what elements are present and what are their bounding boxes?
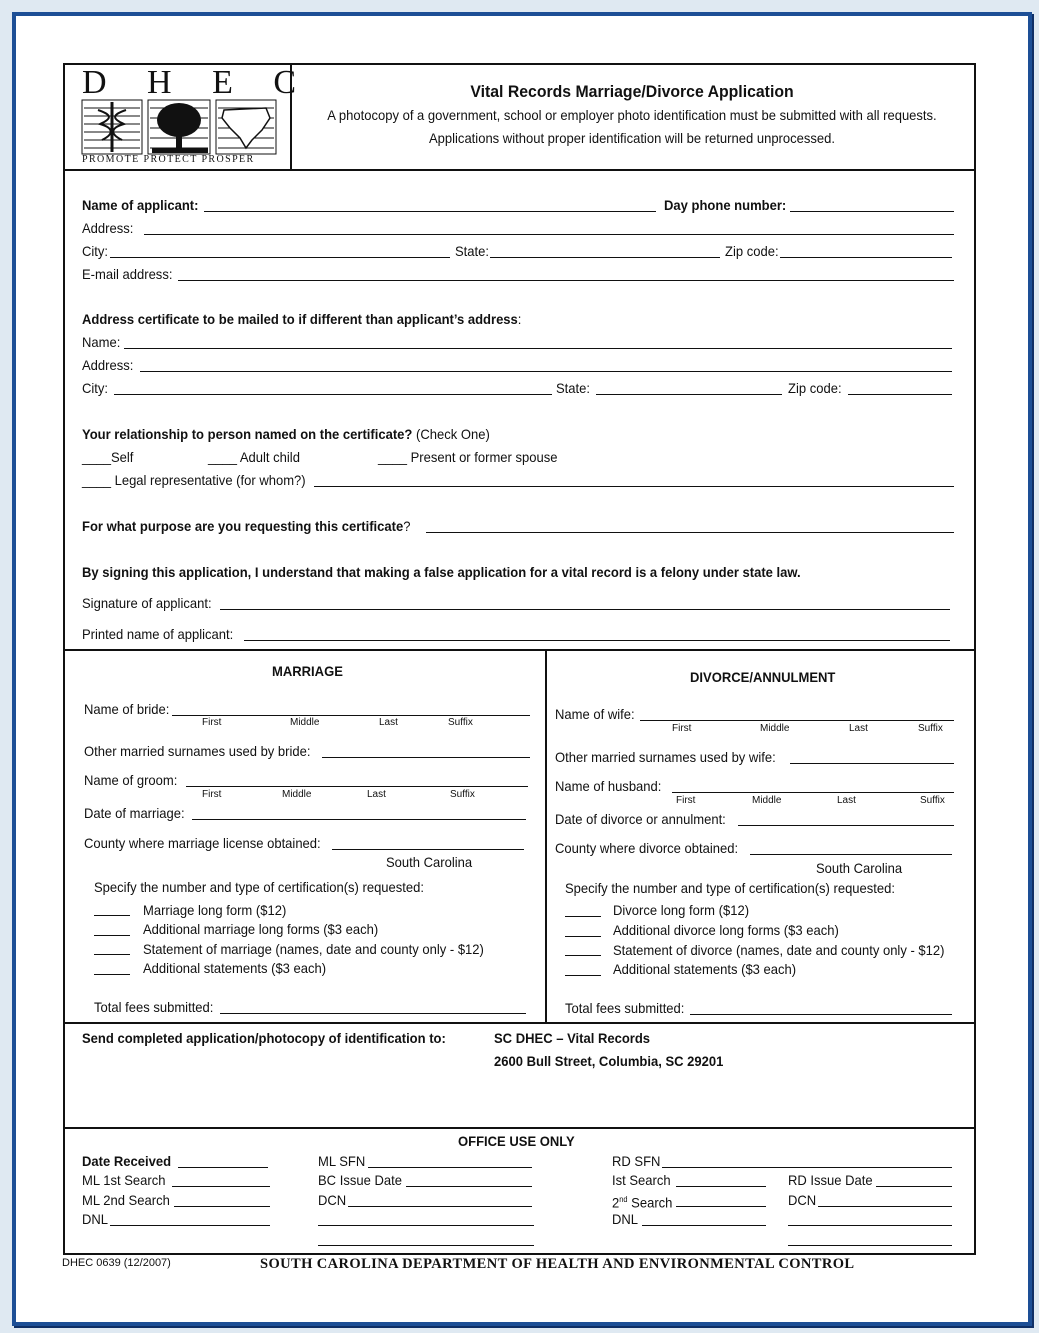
mailing-heading-text: Address certificate to be mailed to if different than applicant’s address [82, 311, 518, 327]
office-blank-3[interactable] [788, 1225, 952, 1226]
husband-last: Last [837, 795, 856, 806]
divorce-opt-2-blank[interactable] [565, 936, 601, 937]
form-id: DHEC 0639 (12/2007) [62, 1257, 171, 1269]
signature-field[interactable] [220, 609, 950, 610]
bride-label: Name of bride: [84, 701, 170, 717]
wife-label: Name of wife: [555, 706, 635, 722]
groom-name-field[interactable] [186, 786, 528, 787]
divorce-date-label: Date of divorce or annulment: [555, 811, 726, 827]
header-notice-2: Applications without proper identification will be returned unprocessed. [428, 130, 836, 146]
printed-name-label: Printed name of applicant: [82, 626, 234, 642]
groom-label: Name of groom: [84, 772, 178, 788]
divorce-state-name: South Carolina [816, 860, 903, 876]
husband-first: First [676, 795, 696, 806]
signature-label: Signature of applicant: [82, 595, 212, 611]
applicant-address-field[interactable] [144, 234, 954, 235]
divorce-date-field[interactable] [738, 825, 954, 826]
husband-name-field[interactable] [672, 792, 954, 793]
mailing-heading-colon: : [517, 311, 522, 327]
divorce-opt-4-blank[interactable] [565, 975, 601, 976]
marriage-opt-3: Statement of marriage (names, date and county only - $12) [143, 941, 484, 957]
wife-last: Last [849, 723, 868, 734]
mailing-heading [82, 311, 521, 327]
wife-surnames-field[interactable] [790, 763, 954, 764]
groom-last: Last [367, 789, 386, 800]
marriage-opt-1-blank[interactable] [94, 915, 130, 916]
mailing-zip-label: Zip code: [788, 380, 842, 396]
applicant-address-label: Address: [82, 220, 134, 236]
relationship-check-one: (Check One) [416, 426, 490, 442]
mailing-zip-field[interactable] [848, 394, 952, 395]
header-notice-1: A photocopy of a government, school or employer photo identification must be submitted with all requests. [327, 107, 937, 123]
form-border [63, 63, 976, 1255]
applicant-zip-label: Zip code: [725, 243, 779, 259]
office-rd-sfn: RD SFN [612, 1153, 661, 1169]
marriage-opt-3-blank[interactable] [94, 954, 130, 955]
send-label: Send completed application/photocopy of identification to: [82, 1030, 446, 1046]
office-2nd-search-field[interactable] [676, 1206, 766, 1207]
felony-statement: By signing this application, I understand that making a false application for a vital record is a felony under state law. [82, 564, 801, 580]
office-blank-4[interactable] [788, 1245, 952, 1246]
divorce-opt-1: Divorce long form ($12) [613, 902, 750, 918]
relationship-question-text: Your relationship to person named on the certificate? [82, 426, 413, 442]
agency-name: SOUTH CAROLINA DEPARTMENT OF HEALTH AND ENVIRONMENTAL CONTROL [260, 1256, 855, 1272]
marriage-heading: MARRIAGE [272, 663, 343, 679]
groom-suffix: Suffix [450, 789, 475, 800]
bride-name-field[interactable] [172, 715, 530, 716]
relationship-legal[interactable]: ____ Legal representative (for whom?) [82, 472, 306, 488]
office-bc-issue-date: BC Issue Date [318, 1172, 402, 1188]
marriage-opt-2: Additional marriage long forms ($3 each) [143, 921, 379, 937]
printed-name-field[interactable] [244, 640, 950, 641]
office-ml-1st-search-field[interactable] [172, 1186, 270, 1187]
divorce-opt-3: Statement of divorce (names, date and county only - $12) [613, 942, 945, 958]
office-dcn-2-field[interactable] [818, 1206, 952, 1207]
divorce-county-label: County where divorce obtained: [555, 840, 739, 856]
applicant-city-label: City: [82, 243, 109, 259]
marriage-opt-4-blank[interactable] [94, 974, 130, 975]
divorce-total-field[interactable] [690, 1014, 952, 1015]
office-ml-1st-search: ML 1st Search [82, 1172, 166, 1188]
office-2nd-num: 2 [612, 1194, 620, 1211]
divorce-opt-4: Additional statements ($3 each) [613, 961, 797, 977]
wife-suffix: Suffix [918, 723, 943, 734]
mailing-state-label: State: [556, 380, 591, 396]
office-dnl-2-field[interactable] [642, 1225, 766, 1226]
marriage-specify: Specify the number and type of certification(s) requested: [94, 879, 425, 895]
office-heading: OFFICE USE ONLY [458, 1133, 575, 1149]
form-header [292, 80, 972, 150]
marriage-county-label: County where marriage license obtained: [84, 835, 321, 851]
relationship-self[interactable]: ____Self [82, 449, 134, 465]
applicant-city-field[interactable] [110, 257, 450, 258]
marriage-opt-1: Marriage long form ($12) [143, 902, 287, 918]
office-2nd-text: Search [627, 1194, 673, 1211]
mailing-address-field[interactable] [140, 371, 952, 372]
mailing-city-field[interactable] [114, 394, 552, 395]
page-title: Vital Records Marriage/Divorce Application [470, 82, 794, 101]
logo-emblems [80, 68, 280, 166]
purpose-field[interactable] [426, 532, 954, 533]
bride-last: Last [379, 717, 398, 728]
wife-surnames-label: Other married surnames used by wife: [555, 749, 776, 765]
office-rd-sfn-field[interactable] [662, 1167, 952, 1168]
office-2nd-search [612, 1192, 672, 1211]
office-rd-issue-date-field[interactable] [876, 1186, 952, 1187]
purpose-question-mark: ? [403, 518, 411, 534]
wife-middle: Middle [760, 723, 790, 734]
husband-suffix: Suffix [920, 795, 945, 806]
bride-middle: Middle [290, 717, 320, 728]
mailing-state-field[interactable] [596, 394, 782, 395]
divorce-opt-1-blank[interactable] [565, 916, 601, 917]
divorce-heading: DIVORCE/ANNULMENT [690, 669, 836, 685]
day-phone-field[interactable] [790, 211, 954, 212]
divorce-opt-2: Additional divorce long forms ($3 each) [613, 922, 839, 938]
split-bottom-rule [65, 1022, 974, 1024]
office-ml-2nd-search: ML 2nd Search [82, 1192, 170, 1208]
applicant-state-field[interactable] [490, 257, 720, 258]
applicant-email-label: E-mail address: [82, 266, 173, 282]
marriage-total-field[interactable] [220, 1013, 526, 1014]
header-bottom-rule [65, 169, 974, 171]
send-address-2: 2600 Bull Street, Columbia, SC 29201 [494, 1053, 724, 1069]
purpose-question-text: For what purpose are you requesting this certificate [82, 518, 404, 534]
office-top-rule [65, 1127, 974, 1129]
applicant-name-label: Name of applicant: [82, 197, 199, 213]
office-ml-sfn: ML SFN [318, 1153, 366, 1169]
office-blank-1[interactable] [318, 1225, 534, 1226]
split-top-rule [65, 649, 974, 651]
relationship-question [82, 426, 490, 442]
office-date-received: Date Received [82, 1153, 172, 1169]
office-ist-search: Ist Search [612, 1172, 671, 1188]
bride-surnames-field[interactable] [322, 757, 530, 758]
divorce-total-label: Total fees submitted: [565, 1000, 685, 1016]
mailing-city-label: City: [82, 380, 109, 396]
mailing-name-field[interactable] [124, 348, 952, 349]
purpose-question [82, 518, 410, 534]
office-dcn-2: DCN [788, 1192, 817, 1208]
mailing-name-label: Name: [82, 334, 121, 350]
applicant-name-field[interactable] [204, 211, 656, 212]
applicant-email-field[interactable] [178, 280, 954, 281]
marriage-date-label: Date of marriage: [84, 805, 185, 821]
wife-first: First [672, 723, 692, 734]
day-phone-label: Day phone number: [664, 197, 787, 213]
applicant-state-label: State: [455, 243, 490, 259]
office-dnl-1-field[interactable] [110, 1225, 270, 1226]
marriage-date-field[interactable] [192, 819, 526, 820]
groom-first: First [202, 789, 222, 800]
bride-suffix: Suffix [448, 717, 473, 728]
husband-middle: Middle [752, 795, 782, 806]
office-ml-sfn-field[interactable] [368, 1167, 532, 1168]
office-blank-2[interactable] [318, 1245, 534, 1246]
mailing-address-label: Address: [82, 357, 134, 373]
logo-tagline: PROMOTE PROTECT PROSPER [82, 154, 255, 165]
divorce-specify: Specify the number and type of certification(s) requested: [565, 880, 896, 896]
office-dcn-1-field[interactable] [348, 1206, 532, 1207]
groom-middle: Middle [282, 789, 312, 800]
dhec-logo [80, 64, 313, 166]
office-dcn-1: DCN [318, 1192, 347, 1208]
office-date-received-field[interactable] [178, 1167, 268, 1168]
office-ml-2nd-search-field[interactable] [174, 1206, 270, 1207]
marriage-state-name: South Carolina [386, 854, 473, 870]
office-2nd-sup: nd [619, 1195, 628, 1204]
marriage-county-field[interactable] [332, 849, 524, 850]
logo-letters: D H E C [82, 64, 313, 101]
marriage-opt-4: Additional statements ($3 each) [143, 960, 327, 976]
relationship-adult-child[interactable]: ____ Adult child [208, 449, 300, 465]
wife-name-field[interactable] [640, 720, 954, 721]
divorce-county-field[interactable] [750, 854, 952, 855]
office-rd-issue-date: RD Issue Date [788, 1172, 873, 1188]
marriage-opt-2-blank[interactable] [94, 935, 130, 936]
office-dnl-2: DNL [612, 1211, 639, 1227]
office-ist-search-field[interactable] [676, 1186, 766, 1187]
applicant-zip-field[interactable] [780, 257, 952, 258]
husband-label: Name of husband: [555, 778, 662, 794]
legal-representative-field[interactable] [314, 486, 954, 487]
marriage-total-label: Total fees submitted: [94, 999, 214, 1015]
bride-surnames-label: Other married surnames used by bride: [84, 743, 311, 759]
relationship-spouse[interactable]: ____ Present or former spouse [378, 449, 558, 465]
office-dnl-1: DNL [82, 1211, 109, 1227]
send-address-1: SC DHEC – Vital Records [494, 1030, 651, 1046]
office-bc-issue-date-field[interactable] [406, 1186, 532, 1187]
bride-first: First [202, 717, 222, 728]
divorce-opt-3-blank[interactable] [565, 955, 601, 956]
split-divider [545, 651, 547, 1023]
